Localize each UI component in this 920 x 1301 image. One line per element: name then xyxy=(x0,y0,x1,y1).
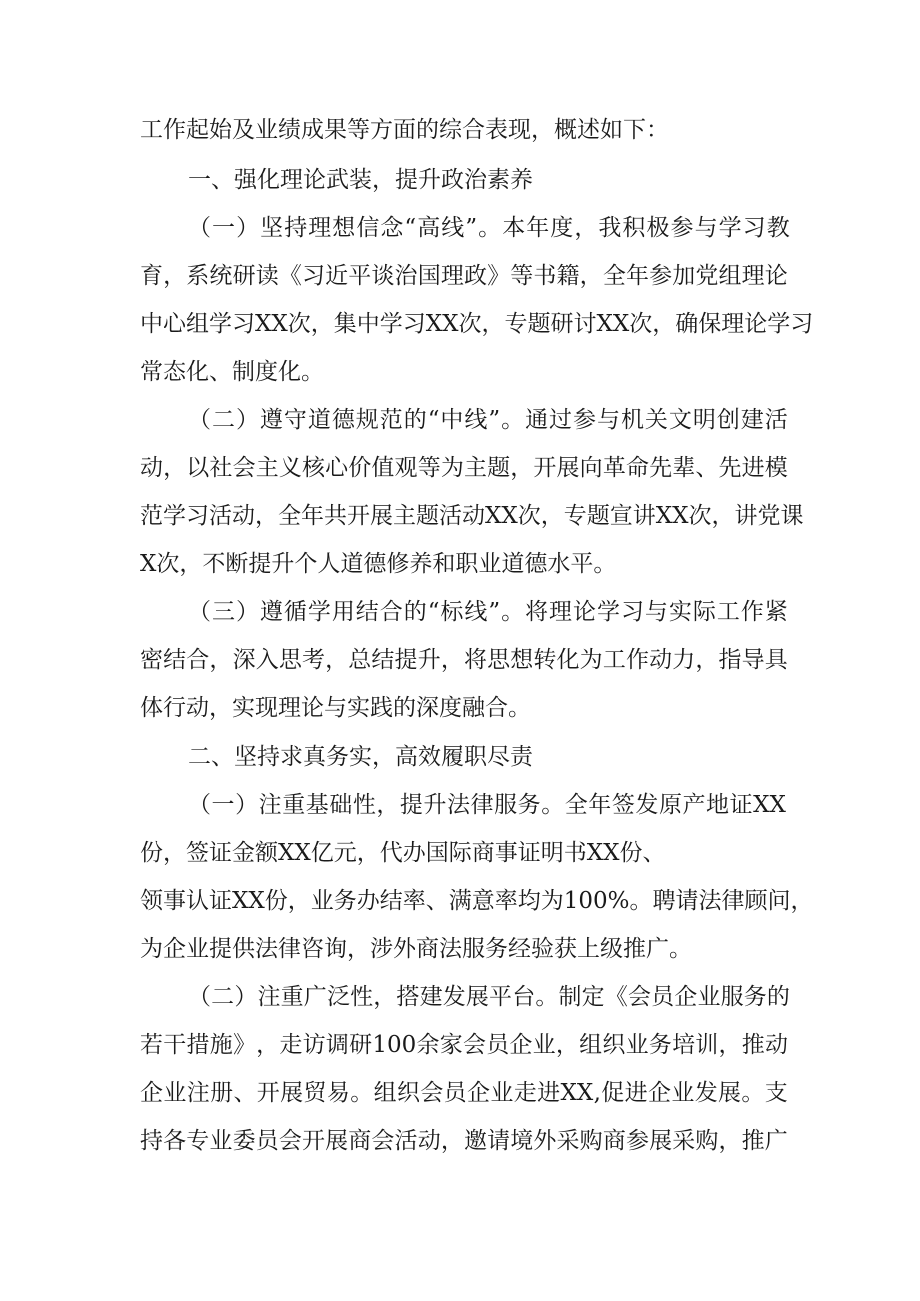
body-text-line: 工作起始及业绩成果等方面的综合表现，概述如下： xyxy=(140,117,669,143)
body-text-line: 持 各 专 业 委 员 会 开 展 商 会 活 动 ， 邀 请 境 外 采 购 商 参 展 采 购 ， 推 广 xyxy=(140,1128,788,1154)
body-text-line: 为企业提供法律咨询，涉外商法服务经验获上级推广。 xyxy=(140,936,692,962)
body-text-line: （ 一 ） 坚 持 理 想 信 念 “ 高 线 ” 。 本 年 度 ， 我 积 极 参 与 学 习 教 xyxy=(188,215,790,241)
section-heading: 二、坚持求真务实，高效履职尽责 xyxy=(188,744,533,770)
body-text-line: （ 二 ） 遵 守 道 德 规 范 的 “ 中 线 ” 。 通 过 参 与 机 关 文 明 创 建 活 xyxy=(188,407,788,433)
body-text-line: 份，签证金额XX亿元，代办国际商事证明书XX份、 xyxy=(140,840,666,866)
body-text-line: 育 ， 系 统 研 读 《 习 近 平 谈 治 国 理 政 》 等 书 籍 ， 全 年 参 加 党 组 理 论 xyxy=(140,263,788,289)
body-text-line: X次，不断提升个人道德修养和职业道德水平。 xyxy=(140,551,617,577)
section-heading: 一、强化理论武装，提升政治素养 xyxy=(188,167,533,193)
body-text-line: 中 心 组 学 习 XX 次 ， 集 中 学 习 XX 次 ， 专 题 研 讨 XX 次 ， 确 保 理 论 学 习 xyxy=(140,311,814,337)
body-text-line: 常态化、制度化。 xyxy=(140,359,324,385)
body-text-line: 体行动，实现理论与实践的深度融合。 xyxy=(140,695,531,721)
body-text-line: 范 学 习 活 动 ， 全 年 共 开 展 主 题 活 动 XX 次 ， 专 题 宣 讲 XX 次 ， 讲 党 课 xyxy=(140,503,804,529)
body-text-line: 企 业 注 册 、 开 展 贸 易 。 组 织 会 员 企 业 走 进 XX , 促 进 企 业 发 展 。 支 xyxy=(140,1080,788,1106)
body-text-line: 动 ， 以 社 会 主 义 核 心 价 值 观 等 为 主 题 ， 开 展 向 革 命 先 辈 、 先 进 模 xyxy=(140,455,788,481)
body-text-line: （ 二 ） 注 重 广 泛 性 ， 搭 建 发 展 平 台 。 制 定 《 会 员 企 业 服 务 的 xyxy=(188,984,790,1010)
body-text-line: （ 三 ） 遵 循 学 用 结 合 的 “ 标 线 ” 。 将 理 论 学 习 与 实 际 工 作 紧 xyxy=(188,599,788,625)
body-text-line: 领 事 认 证 XX 份 ， 业 务 办 结 率 、 满 意 率 均 为 100% 。 聘 请 法 律 顾 问 ， xyxy=(140,888,814,914)
body-text-line: （ 一 ） 注 重 基 础 性 ， 提 升 法 律 服 务 。 全 年 签 发 原 产 地 证 XX xyxy=(188,792,786,818)
body-text-line: 若 干 措 施 》 ， 走 访 调 研 100 余 家 会 员 企 业 ， 组 织 业 务 培 训 ， 推 动 xyxy=(140,1032,788,1058)
body-text-line: 密 结 合 ， 深 入 思 考 ， 总 结 提 升 ， 将 思 想 转 化 为 工 作 动 力 ， 指 导 具 xyxy=(140,647,788,673)
